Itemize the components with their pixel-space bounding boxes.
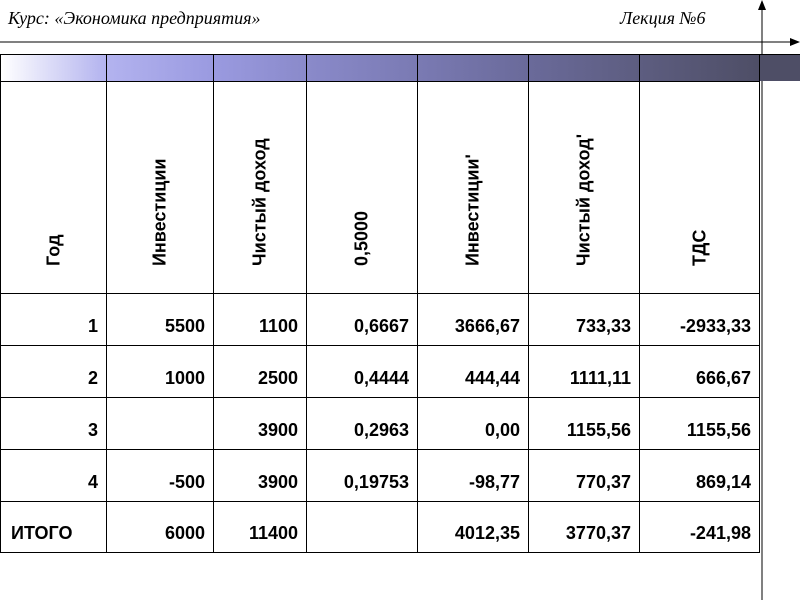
- column-header-label: Год: [43, 234, 63, 266]
- table-cell: 11400: [214, 501, 307, 553]
- table-cell: 770,37: [529, 449, 640, 501]
- table-cell: 666,67: [640, 345, 760, 397]
- table-cell: -500: [107, 449, 214, 501]
- table-cell: 3666,67: [418, 293, 529, 345]
- table-cell: 2: [0, 345, 107, 397]
- table-cell: 733,33: [529, 293, 640, 345]
- column-header-label: Чистый доход': [573, 134, 594, 266]
- table-cell: [107, 397, 214, 449]
- lecture-number: Лекция №6: [620, 8, 706, 28]
- header-band-cell: [0, 54, 107, 81]
- column-header-label: 0,5000: [351, 210, 372, 266]
- column-header: [0, 81, 107, 293]
- header-band-cell: [307, 54, 418, 81]
- column-header: [529, 81, 640, 293]
- table-cell: 6000: [107, 501, 214, 553]
- table-cell: 1111,11: [529, 345, 640, 397]
- table-cell: 1100: [214, 293, 307, 345]
- table-cell: 1000: [107, 345, 214, 397]
- table-cell: 869,14: [640, 449, 760, 501]
- column-header: [107, 81, 214, 293]
- table-cell: 3900: [214, 397, 307, 449]
- column-header: [307, 81, 418, 293]
- header-band-cell: [640, 54, 760, 81]
- header-band-tail: [760, 54, 800, 81]
- table-cell: 4: [0, 449, 107, 501]
- course-title: Курс: «Экономика предприятия»: [8, 8, 261, 28]
- column-header: [214, 81, 307, 293]
- column-header-label: Инвестиции': [462, 154, 483, 266]
- header-band-cell: [214, 54, 307, 81]
- column-header: [640, 81, 760, 293]
- table-cell: -241,98: [640, 501, 760, 553]
- table-cell: 0,19753: [307, 449, 418, 501]
- table-cell: ИТОГО: [0, 501, 107, 553]
- table-cell: [307, 501, 418, 553]
- table-cell: 3: [0, 397, 107, 449]
- table-cell: 3770,37: [529, 501, 640, 553]
- table-cell: 2500: [214, 345, 307, 397]
- table-cell: -2933,33: [640, 293, 760, 345]
- table-cell: 1155,56: [640, 397, 760, 449]
- header-band-cell: [529, 54, 640, 81]
- table-cell: 0,2963: [307, 397, 418, 449]
- header-band-cell: [107, 54, 214, 81]
- table-cell: 1: [0, 293, 107, 345]
- table-cell: 3900: [214, 449, 307, 501]
- table-cell: 5500: [107, 293, 214, 345]
- table-cell: -98,77: [418, 449, 529, 501]
- table-cell: 0,6667: [307, 293, 418, 345]
- column-header-label: Чистый доход: [249, 138, 270, 266]
- table-cell: 0,4444: [307, 345, 418, 397]
- column-header-label: Инвестиции: [149, 158, 170, 266]
- table-cell: 444,44: [418, 345, 529, 397]
- header-band-cell: [418, 54, 529, 81]
- table-cell: 4012,35: [418, 501, 529, 553]
- column-header: [418, 81, 529, 293]
- table-cell: 0,00: [418, 397, 529, 449]
- column-header-label: ТДС: [689, 229, 709, 266]
- table-cell: 1155,56: [529, 397, 640, 449]
